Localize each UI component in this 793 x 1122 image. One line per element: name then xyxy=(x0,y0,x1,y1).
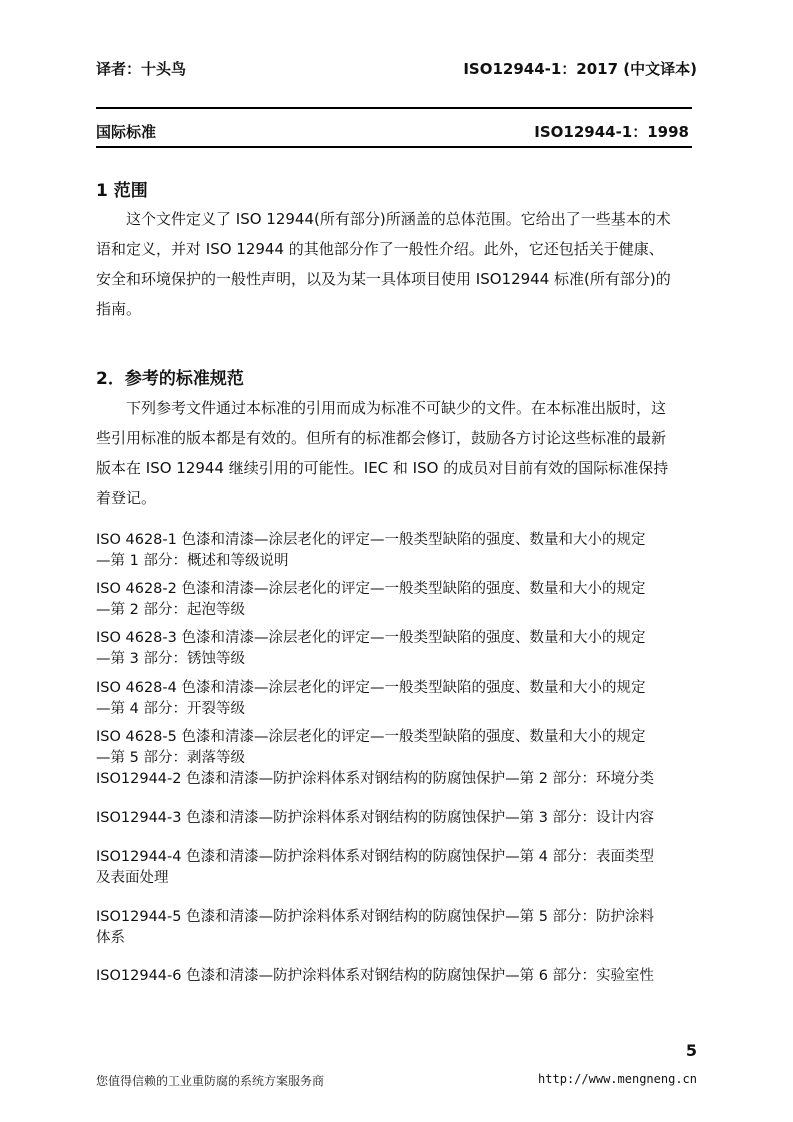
paragraph-line: 指南。 xyxy=(96,300,142,318)
reference-item xyxy=(96,966,698,987)
section-1-paragraph xyxy=(96,204,698,324)
footer-url[interactable]: http://www.mengneng.cn xyxy=(538,1072,697,1086)
paragraph-line: 版本在 ISO 12944 继续引用的可能性。IEC 和 ISO 的成员对目前有效的国际标准保持 xyxy=(96,459,669,477)
reference-line: ISO 4628-1 色漆和清漆—涂层老化的评定—一般类型缺陷的强度、数量和大小的规定 xyxy=(96,532,646,548)
reference-line: —第 1 部分：概述和等级说明 xyxy=(96,553,289,569)
reference-item xyxy=(96,847,698,889)
reference-line: —第 2 部分：起泡等级 xyxy=(96,602,245,618)
reference-line: ISO12944-3 色漆和清漆—防护涂料体系对钢结构的防腐蚀保护—第 3 部分：设计内容 xyxy=(96,810,655,826)
paragraph-line: 安全和环境保护的一般性声明，以及为某一具体项目使用 ISO12944 标准(所有部分)的 xyxy=(96,270,671,288)
reference-line: ISO12944-5 色漆和清漆—防护涂料体系对钢结构的防腐蚀保护—第 5 部分：防护涂料 xyxy=(96,909,655,925)
translator-label: 译者：十头鸟 xyxy=(96,60,187,78)
original-standard-id: ISO12944-1：1998 xyxy=(534,123,689,141)
reference-item xyxy=(96,907,698,949)
reference-line: —第 3 部分：锈蚀等级 xyxy=(96,651,245,667)
reference-item xyxy=(96,530,698,572)
reference-line: ISO12944-4 色漆和清漆—防护涂料体系对钢结构的防腐蚀保护—第 4 部分：表面类型 xyxy=(96,849,655,865)
reference-line: ISO 4628-4 色漆和清漆—涂层老化的评定—一般类型缺陷的强度、数量和大小的规定 xyxy=(96,680,646,696)
reference-item xyxy=(96,678,698,720)
paragraph-line: 下列参考文件通过本标准的引用而成为标准不可缺少的文件。在本标准出版时，这 xyxy=(126,399,667,417)
reference-item xyxy=(96,808,698,829)
reference-line: ISO12944-6 色漆和清漆—防护涂料体系对钢结构的防腐蚀保护—第 6 部分：实验室性 xyxy=(96,968,655,984)
paragraph-line: 些引用标准的版本都是有效的。但所有的标准都会修订，鼓励各方讨论这些标准的最新 xyxy=(96,429,667,447)
reference-line: —第 4 部分：开裂等级 xyxy=(96,701,245,717)
reference-line: ISO 4628-3 色漆和清漆—涂层老化的评定—一般类型缺陷的强度、数量和大小的规定 xyxy=(96,630,646,646)
reference-item xyxy=(96,579,698,621)
footer-slogan: 您值得信赖的工业重防腐的系统方案服务商 xyxy=(96,1074,325,1088)
header-rule-top xyxy=(96,107,692,109)
page-number: 5 xyxy=(685,1041,697,1060)
header-rule-bottom xyxy=(96,146,692,148)
standard-type: 国际标准 xyxy=(96,123,157,141)
reference-item xyxy=(96,727,698,769)
reference-line: —第 5 部分：剥落等级 xyxy=(96,750,245,766)
reference-line: ISO12944-2 色漆和清漆—防护涂料体系对钢结构的防腐蚀保护—第 2 部分：环境分类 xyxy=(96,771,655,787)
reference-line: ISO 4628-5 色漆和清漆—涂层老化的评定—一般类型缺陷的强度、数量和大小的规定 xyxy=(96,729,646,745)
section-2-paragraph xyxy=(96,393,698,513)
reference-line: 及表面处理 xyxy=(96,870,169,886)
section-2-title: 2．参考的标准规范 xyxy=(96,369,244,389)
section-1-title: 1 范围 xyxy=(96,181,148,201)
reference-item xyxy=(96,628,698,670)
document-id: ISO12944-1：2017 (中文译本) xyxy=(463,60,697,78)
reference-item xyxy=(96,769,698,790)
reference-line: 体系 xyxy=(96,930,125,946)
paragraph-line: 这个文件定义了 ISO 12944(所有部分)所涵盖的总体范围。它给出了一些基本的术 xyxy=(126,210,671,228)
paragraph-line: 着登记。 xyxy=(96,489,157,507)
reference-line: ISO 4628-2 色漆和清漆—涂层老化的评定—一般类型缺陷的强度、数量和大小的规定 xyxy=(96,581,646,597)
paragraph-line: 语和定义，并对 ISO 12944 的其他部分作了一般性介绍。此外，它还包括关于健康、 xyxy=(96,240,664,258)
